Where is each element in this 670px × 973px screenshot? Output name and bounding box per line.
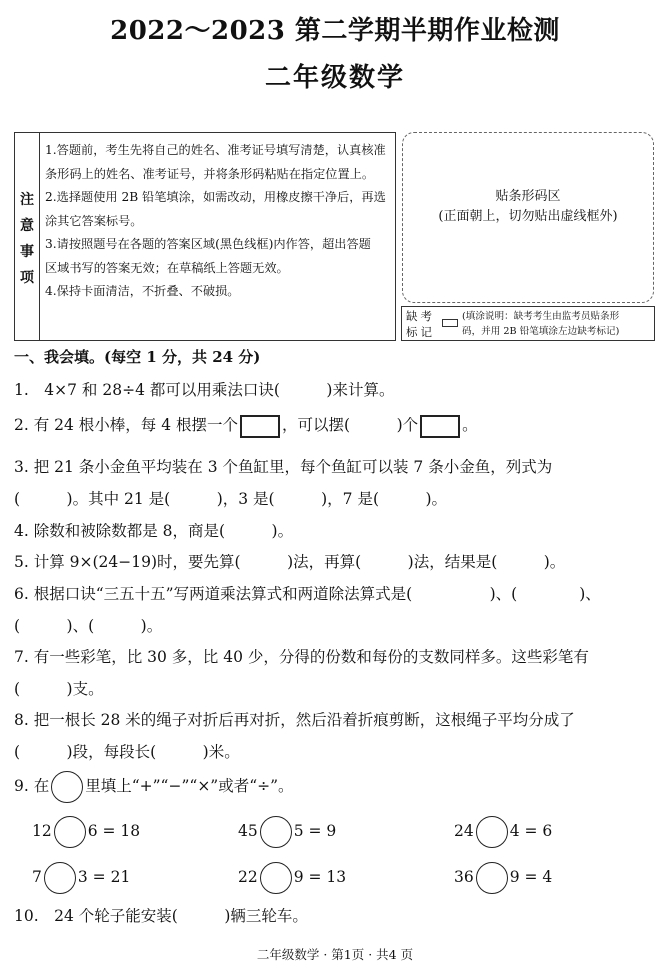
- absent-note-line: 码，并用 2B 铅笔填涂左边缺考标记): [462, 326, 620, 337]
- equation-item: [32, 862, 130, 894]
- exam-subject: 二年级数学: [264, 63, 405, 93]
- equation-right: 4 = 6: [509, 822, 553, 840]
- absent-label: [406, 308, 440, 340]
- question-2-text: 。: [462, 416, 478, 434]
- question-9-text: 9. 在: [14, 777, 50, 795]
- notice-label: [15, 133, 40, 340]
- notice-box: [14, 132, 396, 341]
- question-2-text: 2. 有 24 根小棒，每 4 根摆一个: [14, 416, 239, 434]
- question-7-line-1: 7. 有一些彩笔，比 30 多，比 40 少，分得的份数和每份的支数同样多。这些彩笔有: [14, 648, 589, 666]
- notice-label-char: 项: [20, 270, 34, 286]
- equation-left: 22: [238, 868, 258, 886]
- equation-right: 3 = 21: [77, 868, 131, 886]
- operator-circle[interactable]: [260, 862, 292, 894]
- notice-line: 区域书写的答案无效；在草稿纸上答题无效。: [45, 260, 289, 275]
- equation-left: 7: [32, 868, 42, 886]
- operator-circle[interactable]: [54, 816, 86, 848]
- question-3-line-2: ( )。其中 21 是( )，3 是( )，7 是( )。: [14, 490, 448, 508]
- equation-item: [32, 816, 140, 848]
- absent-note-line: (填涂说明：缺考考生由监考员贴条形: [462, 311, 620, 322]
- notice-label-char: 事: [20, 244, 34, 260]
- question-10: 10. 24 个轮子能安装( )辆三轮车。: [14, 907, 308, 925]
- barcode-title: 贴条形码区: [495, 189, 561, 204]
- question-5: 5. 计算 9×(24−19)时，要先算( )法，再算( )法，结果是( )。: [14, 553, 566, 571]
- question-7-line-2: ( )支。: [14, 680, 104, 698]
- notice-line: 1.答题前，考生先将自己的姓名、准考证号填写清楚，认真核准: [45, 143, 386, 157]
- equation-left: 45: [238, 822, 258, 840]
- barcode-hint: (正面朝上，切勿贴出虚线框外): [438, 209, 618, 224]
- barcode-area: [402, 132, 654, 303]
- question-6-line-1: 6. 根据口诀“三五十五”写两道乘法算式和两道除法算式是( )、( )、: [14, 585, 601, 603]
- equation-right: 6 = 18: [87, 822, 141, 840]
- equation-item: [454, 816, 552, 848]
- question-8-line-1: 8. 把一根长 28 米的绳子对折后再对折，然后沿着折痕剪断，这根绳子平均分成了: [14, 711, 575, 729]
- answer-box[interactable]: [240, 415, 280, 438]
- notice-line: 条形码上的姓名、准考证号，并将条形码粘贴在指定位置上。: [45, 166, 375, 181]
- notice-text: [45, 139, 393, 304]
- equation-left: 24: [454, 822, 474, 840]
- operator-circle[interactable]: [476, 816, 508, 848]
- equation-left: 12: [32, 822, 52, 840]
- equation-item: [238, 862, 346, 894]
- question-9: [14, 771, 659, 803]
- question-8-line-2: ( )段，每段长( )米。: [14, 743, 240, 761]
- equation-item: [454, 862, 552, 894]
- question-9-text: 里填上“+”“−”“×”或者“÷”。: [85, 777, 294, 795]
- question-3-line-1: 3. 把 21 条小金鱼平均装在 3 个鱼缸里，每个鱼缸可以装 7 条小金鱼，列式为: [14, 458, 553, 476]
- notice-label-char: 意: [20, 218, 34, 234]
- section-title: 一、我会填。(每空 1 分，共 24 分): [14, 348, 261, 366]
- equation-left: 36: [454, 868, 474, 886]
- question-4: 4. 除数和被除数都是 8，商是( )。: [14, 522, 294, 540]
- absent-label-line: 缺考: [406, 309, 435, 323]
- equation-right: 9 = 13: [293, 868, 347, 886]
- notice-line: 4.保持卡面清洁，不折叠、不破损。: [45, 284, 240, 298]
- notice-line: 3.请按照题号在各题的答案区域(黑色线框)内作答，超出答题: [45, 237, 371, 251]
- operator-circle[interactable]: [260, 816, 292, 848]
- question-1: 1. 4×7 和 28÷4 都可以用乘法口诀( )来计算。: [14, 381, 395, 399]
- question-6-line-2: ( )、( )。: [14, 617, 163, 635]
- barcode-text: [403, 187, 653, 227]
- notice-label-char: 注: [20, 192, 34, 208]
- absent-mark-box: [401, 306, 655, 341]
- question-2-text: ，可以摆( )个: [282, 416, 419, 434]
- question-2: [14, 413, 659, 438]
- operator-circle[interactable]: [476, 862, 508, 894]
- notice-line: 2.选择题使用 2B 铅笔填涂，如需改动，用橡皮擦干净后，再选: [45, 190, 386, 204]
- answer-box[interactable]: [420, 415, 460, 438]
- equation-item: [238, 816, 336, 848]
- notice-line: 涂其它答案标号。: [45, 213, 143, 228]
- exam-title: 2022～2023 第二学期半期作业检测: [110, 16, 560, 46]
- equation-right: 5 = 9: [293, 822, 337, 840]
- page-footer: 二年级数学 · 第1页 · 共4 页: [256, 947, 414, 962]
- operator-circle: [51, 771, 83, 803]
- equation-right: 9 = 4: [509, 868, 553, 886]
- absent-label-line: 标记: [406, 325, 435, 339]
- absent-checkbox[interactable]: [442, 319, 458, 327]
- absent-note: [462, 309, 654, 339]
- operator-circle[interactable]: [44, 862, 76, 894]
